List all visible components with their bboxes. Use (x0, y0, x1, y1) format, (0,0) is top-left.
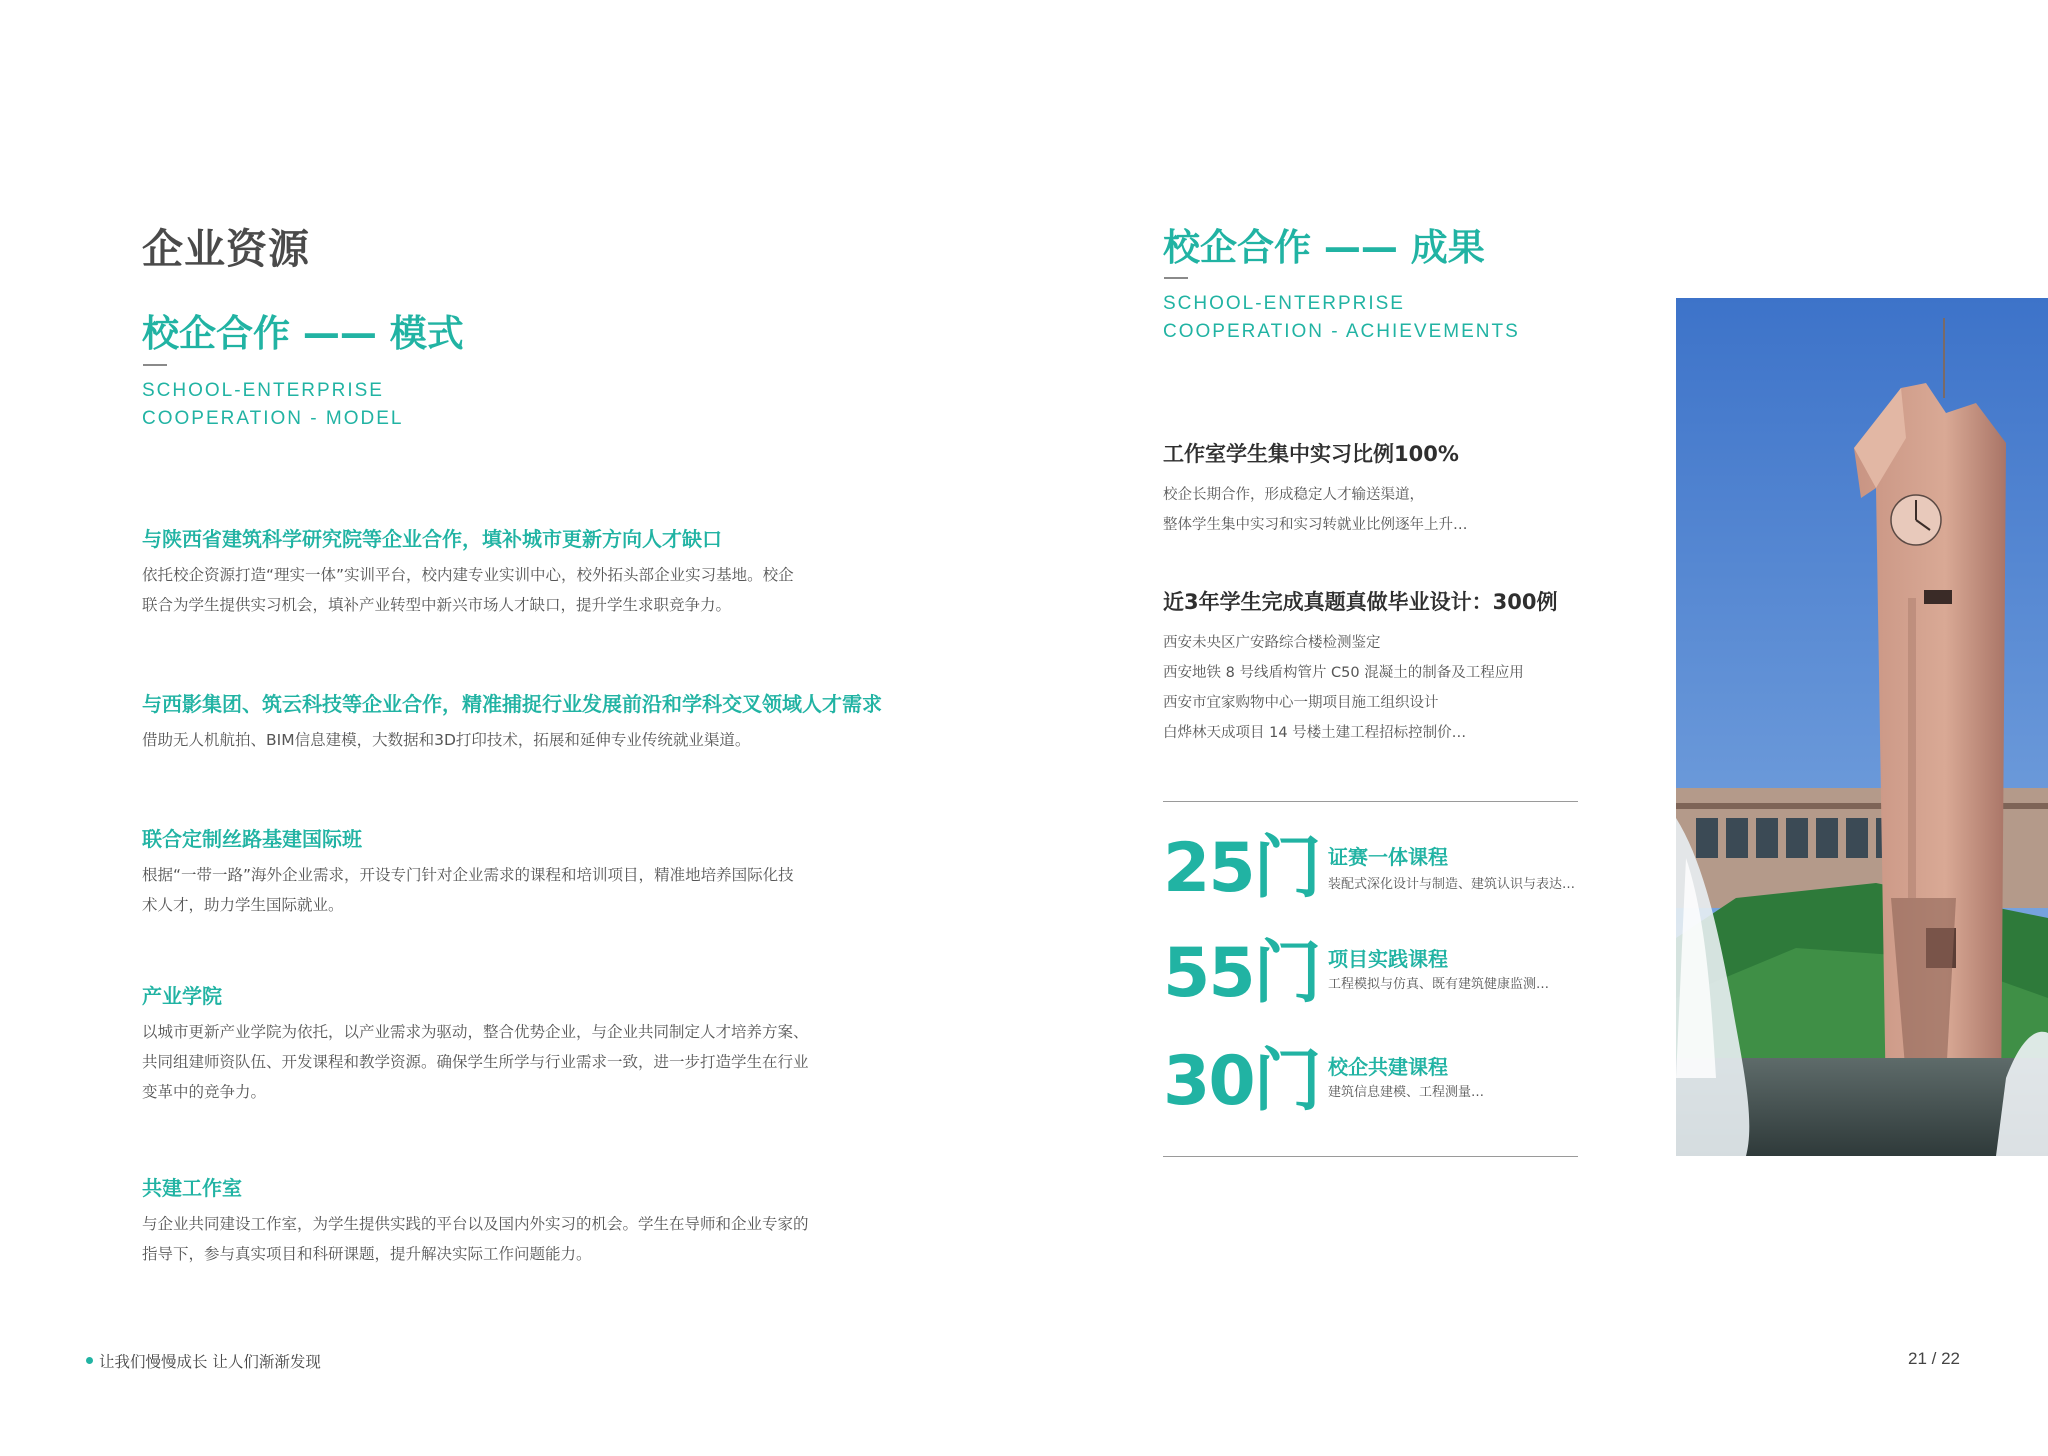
course-desc: 工程模拟与仿真、既有建筑健康监测… (1328, 977, 1550, 992)
page-title: 企业资源 (142, 225, 310, 273)
model-item-body (142, 1017, 842, 1107)
course-count: 30门 (1163, 1042, 1320, 1121)
title-dash-divider (1164, 277, 1188, 279)
body-line: 依托校企资源打造“理实一体”实训平台，校内建专业实训中心，校外拓头部企业实习基地。校企 (142, 566, 794, 584)
stat-line: 校企长期合作，形成稳定人才输送渠道， (1163, 487, 1424, 503)
body-line: 共同组建师资队伍、开发课程和教学资源。确保学生所学与行业需求一致，进一步打造学生在行业 (142, 1053, 809, 1071)
model-item-title: 产业学院 (142, 984, 222, 1008)
project-line: 白烨林天成项目 14 号楼土建工程招标控制价… (1163, 725, 1467, 741)
project-list (1163, 628, 1557, 748)
body-line: 与企业共同建设工作室，为学生提供实践的平台以及国内外实习的机会。学生在导师和企业专家的 (142, 1215, 809, 1233)
model-item-body (142, 1209, 842, 1269)
stat-description (1163, 480, 1468, 540)
course-count: 25门 (1163, 829, 1320, 908)
internship-stat (1163, 438, 1468, 540)
model-section-title: 校企合作 —— 模式 (142, 312, 464, 355)
course-desc: 建筑信息建模、工程测量… (1328, 1085, 1485, 1100)
body-line: 变革中的竞争力。 (142, 1083, 267, 1101)
course-stat-row (1163, 934, 1320, 1013)
model-item-body (142, 560, 842, 620)
body-line: 根据“一带一路”海外企业需求，开设专门针对企业需求的课程和培训项目，精准地培养国际化技 (142, 866, 794, 884)
divider-line (1163, 801, 1578, 802)
course-title: 校企共建课程 (1328, 1055, 1448, 1079)
campus-photo (1676, 298, 2048, 1156)
model-item (142, 688, 882, 755)
achievements-subtitle-line2: COOPERATION - ACHIEVEMENTS (1163, 321, 1520, 342)
achievements-section-title: 校企合作 —— 成果 (1163, 226, 1485, 269)
model-subtitle (142, 377, 403, 433)
course-desc: 装配式深化设计与制造、建筑认识与表达… (1328, 877, 1576, 892)
stat-line: 整体学生集中实习和实习转就业比例逐年上升… (1163, 517, 1468, 533)
footer-bullet-icon (86, 1357, 93, 1364)
achievements-subtitle-line1: SCHOOL-ENTERPRISE (1163, 293, 1405, 314)
model-item-body (142, 725, 842, 755)
model-item-title: 与陕西省建筑科学研究院等企业合作，填补城市更新方向人才缺口 (142, 527, 722, 551)
graduation-design-stat (1163, 586, 1557, 748)
model-item (142, 823, 842, 920)
model-subtitle-line1: SCHOOL-ENTERPRISE (142, 380, 384, 401)
model-item (142, 980, 842, 1107)
model-subtitle-line2: COOPERATION - MODEL (142, 408, 404, 429)
model-item-title: 共建工作室 (142, 1176, 242, 1200)
body-line: 联合为学生提供实习机会，填补产业转型中新兴市场人才缺口，提升学生求职竞争力。 (142, 596, 732, 614)
course-title: 项目实践课程 (1328, 947, 1448, 971)
stat-heading: 工作室学生集中实习比例100% (1163, 442, 1459, 466)
achievements-subtitle (1163, 290, 1520, 346)
footer-slogan: 让我们慢慢成长 让人们渐渐发现 (99, 1353, 321, 1371)
body-line: 以城市更新产业学院为依托，以产业需求为驱动，整合优势企业，与企业共同制定人才培养方案、 (142, 1023, 809, 1041)
course-title: 证赛一体课程 (1328, 845, 1448, 869)
model-item (142, 1172, 842, 1269)
course-count: 55门 (1163, 934, 1320, 1013)
clock-tower-image (1676, 298, 2048, 1156)
course-stat-row (1163, 829, 1320, 908)
project-line: 西安市宜家购物中心一期项目施工组织设计 (1163, 695, 1439, 711)
model-item-title: 联合定制丝路基建国际班 (142, 827, 362, 851)
body-line: 借助无人机航拍、BIM信息建模，大数据和3D打印技术，拓展和延伸专业传统就业渠道。 (142, 731, 751, 749)
project-line: 西安未央区广安路综合楼检测鉴定 (1163, 635, 1381, 651)
body-line: 术人才，助力学生国际就业。 (142, 896, 344, 914)
course-stat-row (1163, 1042, 1320, 1121)
stat-heading: 近3年学生完成真题真做毕业设计：300例 (1163, 590, 1558, 614)
title-dash-divider (143, 364, 167, 366)
divider-line (1163, 1156, 1578, 1157)
model-item-title: 与西影集团、筑云科技等企业合作，精准捕捉行业发展前沿和学科交叉领域人才需求 (142, 692, 882, 716)
model-item-body (142, 860, 842, 920)
project-line: 西安地铁 8 号线盾构管片 C50 混凝土的制备及工程应用 (1163, 665, 1524, 681)
page-number: 21 / 22 (1908, 1349, 1960, 1368)
body-line: 指导下，参与真实项目和科研课题，提升解决实际工作问题能力。 (142, 1245, 592, 1263)
model-item (142, 523, 842, 620)
